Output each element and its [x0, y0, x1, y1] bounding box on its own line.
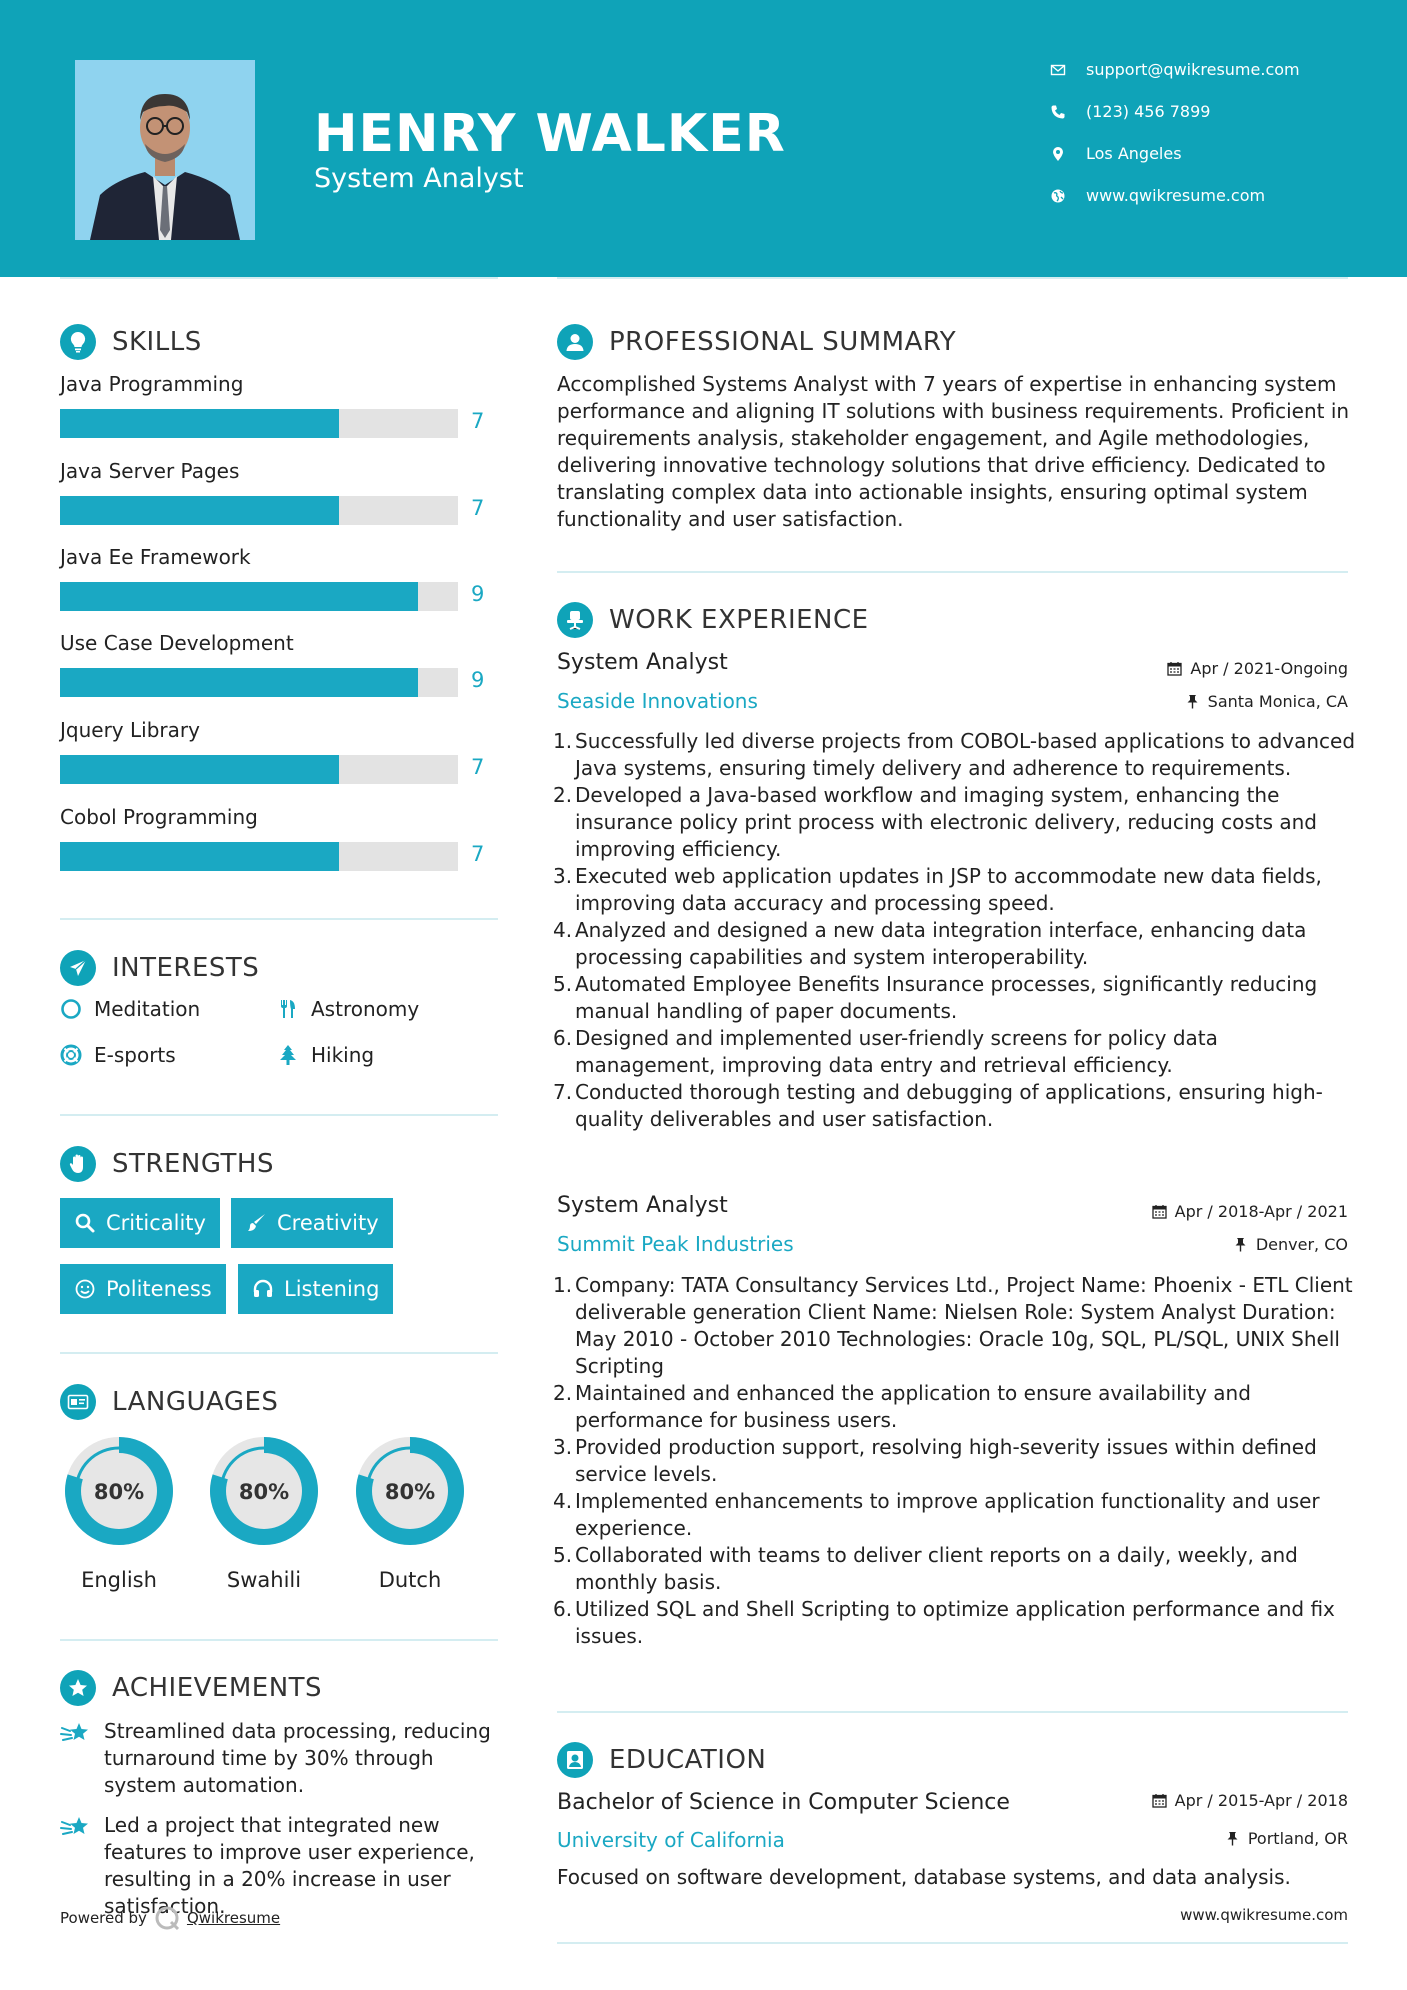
list-item: 3. Executed web application updates in JSP to accommodate new data fields, improving data accuracy and processing speed.: [553, 864, 1322, 915]
divider: [60, 277, 498, 279]
language-item: [58, 1430, 180, 1592]
interest-item: [277, 997, 419, 1021]
language-percent: 80%: [384, 1480, 436, 1504]
skill-bar-fill: [60, 409, 339, 438]
language-label: Swahili: [226, 1568, 302, 1592]
circle-icon: [60, 998, 82, 1020]
job-dates: [1167, 659, 1348, 678]
job-company: Seaside Innovations: [557, 689, 758, 713]
job-location: [1185, 692, 1348, 711]
skill-label: Java Ee Framework: [60, 545, 251, 569]
phone-icon: [1050, 104, 1066, 120]
divider: [60, 1352, 498, 1354]
education-location-text: Portland, OR: [1247, 1829, 1348, 1848]
education-school: University of California: [557, 1828, 785, 1852]
divider: [557, 1711, 1348, 1713]
list-item: 5. Automated Employee Benefits Insurance processes, significantly reducing manual handling of paper documents.: [553, 972, 1318, 1023]
map-pin-icon: [1050, 146, 1066, 162]
divider: [557, 1942, 1348, 1944]
hand-icon: [60, 1146, 96, 1182]
lifebuoy-icon: [60, 1044, 82, 1066]
summary-title: PROFESSIONAL SUMMARY: [609, 327, 957, 357]
skill-label: Java Server Pages: [60, 459, 240, 483]
divider: [60, 1114, 498, 1116]
divider: [557, 277, 1348, 279]
job-location-text: Denver, CO: [1255, 1235, 1348, 1254]
envelope-icon: [1050, 62, 1066, 78]
search-icon: [74, 1212, 96, 1234]
strength-chip: [60, 1264, 226, 1314]
job-title: System Analyst: [557, 1193, 728, 1218]
achievement-text: Streamlined data processing, reducing turnaround time by 30% through system automation.: [104, 1719, 491, 1797]
strength-label: Listening: [284, 1277, 380, 1301]
list-item: 3. Provided production support, resolving high-severity issues within defined service levels.: [553, 1435, 1317, 1486]
language-label: English: [81, 1568, 157, 1592]
skill-bar: [60, 668, 458, 697]
graduate-icon: [557, 1742, 593, 1778]
language-label: Dutch: [378, 1568, 442, 1592]
star-badge-icon: [60, 1670, 96, 1706]
powered-by-text: Powered by: [60, 1909, 147, 1927]
list-item: 6. Utilized SQL and Shell Scripting to optimize application performance and fix issues.: [553, 1597, 1335, 1648]
skill-bar-fill: [60, 842, 339, 871]
smile-icon: [74, 1278, 96, 1300]
contact-location: [1050, 144, 1182, 163]
summary-heading: [557, 324, 956, 360]
divider: [60, 918, 498, 920]
interest-label: Astronomy: [311, 997, 420, 1021]
skill-bar-fill: [60, 755, 339, 784]
skill-label: Jquery Library: [60, 718, 200, 742]
list-item: 1. Successfully led diverse projects from COBOL-based applications to advanced Java systems, ensuring timely delivery and adherence to requirements.: [553, 729, 1356, 780]
skill-score: 7: [471, 842, 485, 866]
language-item: [349, 1430, 471, 1592]
powered-by[interactable]: [60, 1904, 280, 1932]
strength-chip: [238, 1264, 393, 1314]
list-item: 4. Analyzed and designed a new data integration interface, enhancing data processing capabilities and system interoperability.: [553, 918, 1307, 969]
achievements-heading: [60, 1670, 322, 1706]
list-item: 4. Implemented enhancements to improve application functionality and user experience.: [553, 1489, 1320, 1540]
achievement-text: Led a project that integrated new features to improve user experience, resulting in a 20% increase in user satisfaction.: [104, 1813, 475, 1918]
skill-score: 9: [471, 668, 485, 692]
interest-label: E-sports: [94, 1043, 176, 1067]
utensils-icon: [277, 998, 299, 1020]
strengths-title: STRENGTHS: [112, 1149, 274, 1179]
language-ring: [203, 1430, 325, 1552]
list-item: 7. Conducted thorough testing and debugging of applications, ensuring high-quality deliverables and user satisfaction.: [553, 1080, 1323, 1131]
skill-bar: [60, 842, 458, 871]
skill-bar-fill: [60, 668, 418, 697]
languages-title: LANGUAGES: [112, 1387, 279, 1417]
interest-item: [277, 1043, 374, 1067]
skill-bar: [60, 582, 458, 611]
summary-text: Accomplished Systems Analyst with 7 years of expertise in enhancing system performance and aligning IT solutions with business requirements. Proficient in requirements analysis, stakeholder engagement, and Agile methodologies, delivering innovative technology solutions that drive efficiency. Dedicated to translating complex data into actionable insights, ensuring optimal system functionality and user satisfaction.: [557, 372, 1350, 531]
language-percent: 80%: [93, 1480, 145, 1504]
skill-bar: [60, 409, 458, 438]
skills-title: SKILLS: [112, 327, 202, 357]
interest-label: Meditation: [94, 997, 201, 1021]
contact-website-text: www.qwikresume.com: [1086, 186, 1266, 205]
skill-bar: [60, 496, 458, 525]
education-description: Focused on software development, database systems, and data analysis.: [557, 1865, 1291, 1889]
contact-phone[interactable]: [1050, 102, 1210, 121]
experience-title: WORK EXPERIENCE: [609, 605, 869, 635]
strengths-heading: [60, 1146, 274, 1182]
list-item: 1. Company: TATA Consultancy Services Ltd., Project Name: Phoenix - ETL Client deliverable generation Client Name: Nielsen Role: System Analyst Duration: May 2010 - October 2010 Technologies: Oracle 10g, SQL, PL/SQL, UNIX Shell Scripting: [553, 1273, 1353, 1378]
education-degree: Bachelor of Science in Computer Science: [557, 1790, 1010, 1815]
language-ring: [58, 1430, 180, 1552]
headphones-icon: [252, 1278, 274, 1300]
skill-bar-fill: [60, 496, 339, 525]
skill-score: 9: [471, 582, 485, 606]
list-item: 5. Collaborated with teams to deliver client reports on a daily, weekly, and monthly basis.: [553, 1543, 1298, 1594]
strength-label: Politeness: [106, 1277, 212, 1301]
divider: [60, 1639, 498, 1641]
tree-icon: [277, 1044, 299, 1066]
job-company: Summit Peak Industries: [557, 1232, 794, 1256]
language-item: [203, 1430, 325, 1592]
interest-item: [60, 997, 200, 1021]
skill-label: Java Programming: [60, 372, 244, 396]
skill-score: 7: [471, 755, 485, 779]
skill-bar-fill: [60, 582, 418, 611]
contact-email[interactable]: [1050, 60, 1300, 79]
list-item: 2. Developed a Java-based workflow and imaging system, enhancing the insurance policy print process with electronic delivery, reducing costs and improving efficiency.: [553, 783, 1318, 861]
achievement-item: [60, 1718, 500, 1799]
education-dates-text: Apr / 2015-Apr / 2018: [1174, 1791, 1348, 1810]
job-dates-text: Apr / 2021-Ongoing: [1190, 659, 1348, 678]
education-dates: [1152, 1791, 1348, 1810]
pushpin-icon: [1185, 694, 1200, 709]
divider: [557, 571, 1348, 573]
achievements-title: ACHIEVEMENTS: [112, 1673, 323, 1703]
strength-chip: [231, 1198, 393, 1248]
skill-label: Use Case Development: [60, 631, 294, 655]
job-bullets: [553, 1272, 1357, 1650]
candidate-role: System Analyst: [314, 163, 524, 194]
user-icon: [557, 324, 593, 360]
education-location: [1225, 1829, 1348, 1848]
job-title: System Analyst: [557, 650, 728, 675]
contact-website[interactable]: [1050, 186, 1265, 205]
list-item: 2. Maintained and enhanced the application to ensure availability and performance for business users.: [553, 1381, 1251, 1432]
shooting-star-icon: [60, 1720, 92, 1748]
strength-chip: [60, 1198, 220, 1248]
resume-header: [0, 0, 1407, 277]
job-dates-text: Apr / 2018-Apr / 2021: [1174, 1202, 1348, 1221]
pushpin-icon: [1225, 1831, 1240, 1846]
profile-photo: [75, 60, 255, 240]
contact-location-text: Los Angeles: [1086, 144, 1182, 163]
job-location: [1233, 1235, 1348, 1254]
job-dates: [1152, 1202, 1348, 1221]
education-title: EDUCATION: [609, 1745, 767, 1775]
interest-label: Hiking: [311, 1043, 375, 1067]
calendar-icon: [1152, 1793, 1167, 1808]
job-bullets: [553, 728, 1357, 1133]
contact-phone-text: (123) 456 7899: [1086, 102, 1211, 121]
brand-link[interactable]: Qwikresume: [186, 1909, 281, 1927]
languages-heading: [60, 1384, 278, 1420]
language-ring: [349, 1430, 471, 1552]
briefcase-chair-icon: [557, 602, 593, 638]
job-location-text: Santa Monica, CA: [1207, 692, 1348, 711]
calendar-icon: [1152, 1204, 1167, 1219]
skill-score: 7: [471, 409, 485, 433]
strength-label: Creativity: [277, 1211, 379, 1235]
lightbulb-icon: [60, 324, 96, 360]
skill-label: Cobol Programming: [60, 805, 258, 829]
experience-heading: [557, 602, 869, 638]
education-heading: [557, 1742, 766, 1778]
skill-score: 7: [471, 496, 485, 520]
calendar-icon: [1167, 661, 1182, 676]
globe-icon: [1050, 188, 1066, 204]
footer-website[interactable]: www.qwikresume.com: [1180, 1906, 1348, 1924]
pushpin-icon: [1233, 1237, 1248, 1252]
id-card-icon: [60, 1384, 96, 1420]
brush-icon: [245, 1212, 267, 1234]
shooting-star-icon: [60, 1814, 92, 1842]
interest-item: [60, 1043, 176, 1067]
language-percent: 80%: [238, 1480, 290, 1504]
candidate-name: HENRY WALKER: [314, 104, 786, 164]
strength-label: Criticality: [106, 1211, 206, 1235]
list-item: 6. Designed and implemented user-friendly screens for policy data management, improving data entry and retrieval efficiency.: [553, 1026, 1218, 1077]
interests-heading: [60, 950, 259, 986]
skill-bar: [60, 755, 458, 784]
interests-title: INTERESTS: [112, 953, 260, 983]
qwikresume-logo: [153, 1904, 181, 1932]
contact-email-text: support@qwikresume.com: [1086, 60, 1300, 79]
skills-heading: [60, 324, 202, 360]
paper-plane-icon: [60, 950, 96, 986]
